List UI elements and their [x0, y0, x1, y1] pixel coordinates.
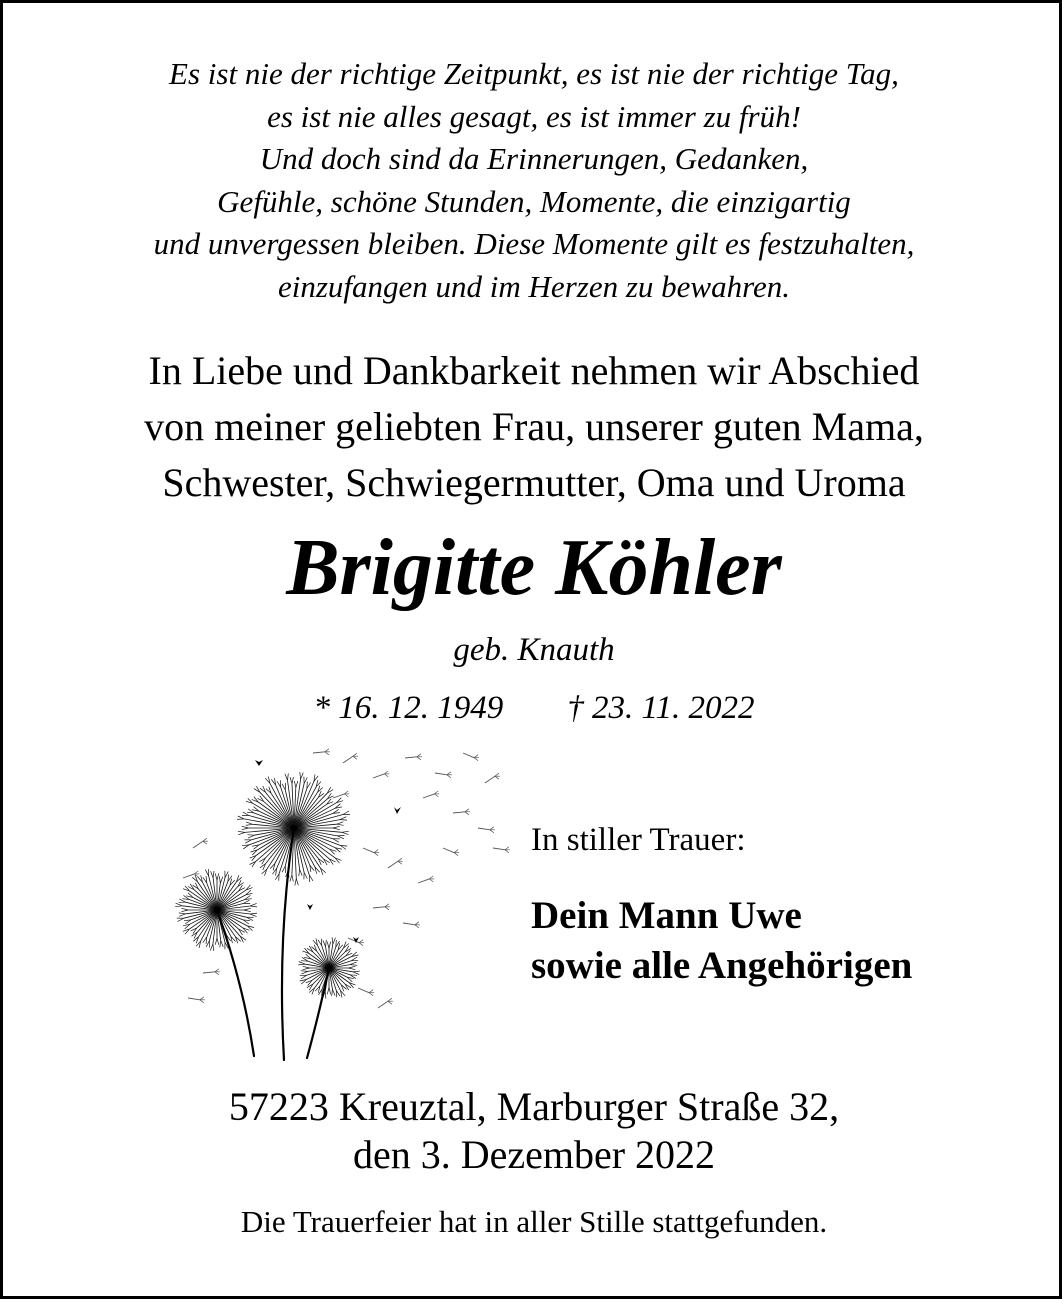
intro-line: In Liebe und Dankbarkeit nehmen wir Abschied — [148, 348, 920, 393]
deceased-name: Brigitte Köhler — [286, 524, 782, 612]
birth-date: * 16. 12. 1949 — [313, 690, 504, 726]
poem-line: Es ist nie der richtige Zeitpunkt, es ist nie der richtige Tag, — [169, 56, 899, 91]
poem-line: und unvergessen bleiben. Diese Momente gilt es festzuhalten, — [153, 226, 915, 261]
address-line: 57223 Kreuztal, Marburger Straße 32, — [228, 1084, 840, 1129]
mourners — [531, 891, 912, 991]
maiden-name: geb. Knauth — [453, 632, 615, 668]
mourner-line: sowie alle Angehörigen — [531, 944, 913, 987]
farewell-intro — [3, 343, 1062, 511]
funeral-note: Die Trauerfeier hat in aller Stille stattgefunden. — [240, 1204, 828, 1239]
intro-line: Schwester, Schwiegermutter, Oma und Uroma — [162, 460, 906, 505]
mourning-label: In stiller Trauer: — [531, 822, 746, 858]
poem-line: Gefühle, schöne Stunden, Momente, die einzigartig — [217, 183, 851, 219]
life-dates — [3, 686, 1062, 730]
address — [3, 1083, 1062, 1179]
poem — [3, 53, 1062, 308]
mourner-line: Dein Mann Uwe — [531, 894, 802, 937]
death-date: † 23. 11. 2022 — [567, 690, 755, 726]
dandelion-illustration — [173, 738, 513, 1063]
intro-line: von meiner geliebten Frau, unserer guten Mama, — [144, 404, 924, 449]
poem-line: einzufangen und im Herzen zu bewahren. — [277, 268, 790, 304]
poem-line: Und doch sind da Erinnerungen, Gedanken, — [259, 141, 809, 176]
poem-line: es ist nie alles gesagt, es ist immer zu früh! — [267, 98, 801, 134]
address-date: den 3. Dezember 2022 — [352, 1132, 716, 1177]
